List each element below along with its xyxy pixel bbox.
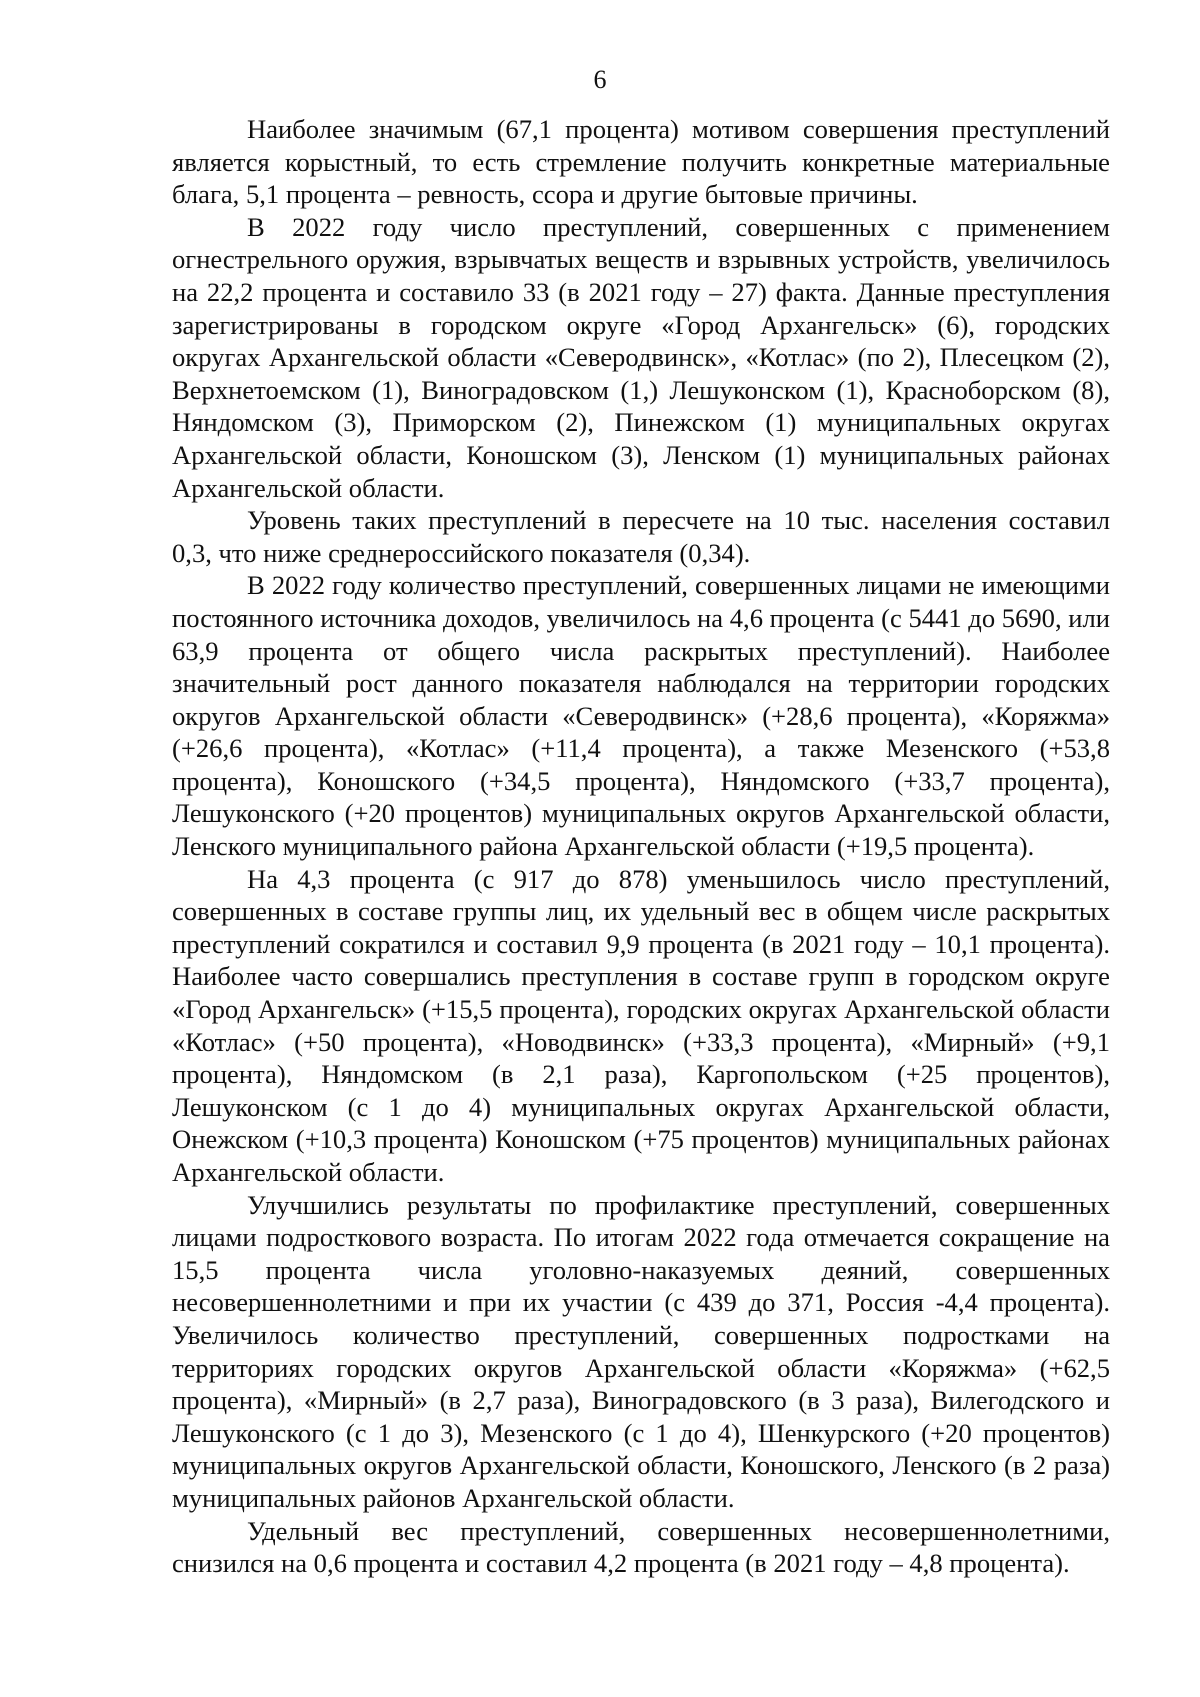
paragraph-crime-rate: Уровень таких преступлений в пересчете на 10 тыс. населения составил 0,3, что ниже среднероссийского показателя (0,34). [172, 505, 1110, 568]
paragraph-juvenile-prevention: Улучшились результаты по профилактике преступлений, совершенных лицами подросткового возраста. По итогам 2022 года отмечается сокращение на 15,5 процента числа уголовно-наказуемых деяний, совершенных несовершеннолетними и при их участии (с 439 до 371, Россия -4,4 процента). Увеличилось количество преступлений, совершенных подростками на территориях городских округов Архангельской области «Коряжма» (+62,5 процента), «Мирный» (в 2,7 раза), Виноградовского (в 3 раза), Вилегодского и Лешуконского (с 1 до 3), Мезенского (с 1 до 4), Шенкурского (+20 процентов) муниципальных округов Архангельской области, Коношского, Ленского (в 2 раза) муниципальных районов Архангельской области. [172, 1189, 1110, 1513]
paragraph-juvenile-share: Удельный вес преступлений, совершенных несовершеннолетними, снизился на 0,6 процента и составил 4,2 процента (в 2021 году – 4,8 процента). [172, 1515, 1110, 1579]
paragraph-firearms-crimes: В 2022 году число преступлений, совершенных с применением огнестрельного оружия, взрывчатых веществ и взрывных устройств, увеличилось на 22,2 процента и составило 33 (в 2021 году – 27) факта. Данные преступления зарегистрированы в городском округе «Город Архангельск» (6), городских округах Архангельской области «Северодвинск», «Котлас» (по 2), Плесецком (2), Верхнетоемском (1), Виноградовском (1,) Лешуконском (1), Красноборском (8), Няндомском (3), Приморском (2), Пинежском (1) муниципальных округах Архангельской области, Коношском (3), Ленском (1) муниципальных районах Архангельской области. [172, 211, 1110, 503]
paragraph-unemployed-offenders: В 2022 году количество преступлений, совершенных лицами не имеющими постоянного источника доходов, увеличилось на 4,6 процента (с 5441 до 5690, или 63,9 процента от общего числа раскрытых преступлений). Наиболее значительный рост данного показателя наблюдался на территории городских округов Архангельской области «Северодвинск» (+28,6 процента), «Коряжма» (+26,6 процента), «Котлас» (+11,4 процента), а также Мезенского (+53,8 процента), Коношского (+34,5 процента), Няндомского (+33,7 процента), Лешуконского (+20 процентов) муниципальных округов Архангельской области, Ленского муниципального района Архангельской области (+19,5 процента). [172, 570, 1110, 862]
document-body [172, 113, 1110, 1580]
paragraph-group-crimes: На 4,3 процента (с 917 до 878) уменьшилось число преступлений, совершенных в составе группы лиц, их удельный вес в общем числе раскрытых преступлений сократился и составил 9,9 процента (в 2021 году – 10,1 процента). Наиболее часто совершались преступления в составе групп в городском округе «Город Архангельск» (+15,5 процента), городских округах Архангельской области «Котлас» (+50 процента), «Новодвинск» (+33,3 процента), «Мирный» (+9,1 процента), Няндомском (в 2,1 раза), Каргопольском (+25 процентов), Лешуконском (с 1 до 4) муниципальных округах Архангельской области, Онежском (+10,3 процента) Коношском (+75 процентов) муниципальных районах Архангельской области. [172, 863, 1110, 1187]
page-number: 6 [593, 65, 607, 94]
paragraph-motives: Наиболее значимым (67,1 процента) мотивом совершения преступлений является корыстный, то есть стремление получить конкретные материальные блага, 5,1 процента – ревность, ссора и другие бытовые причины. [172, 114, 1110, 210]
